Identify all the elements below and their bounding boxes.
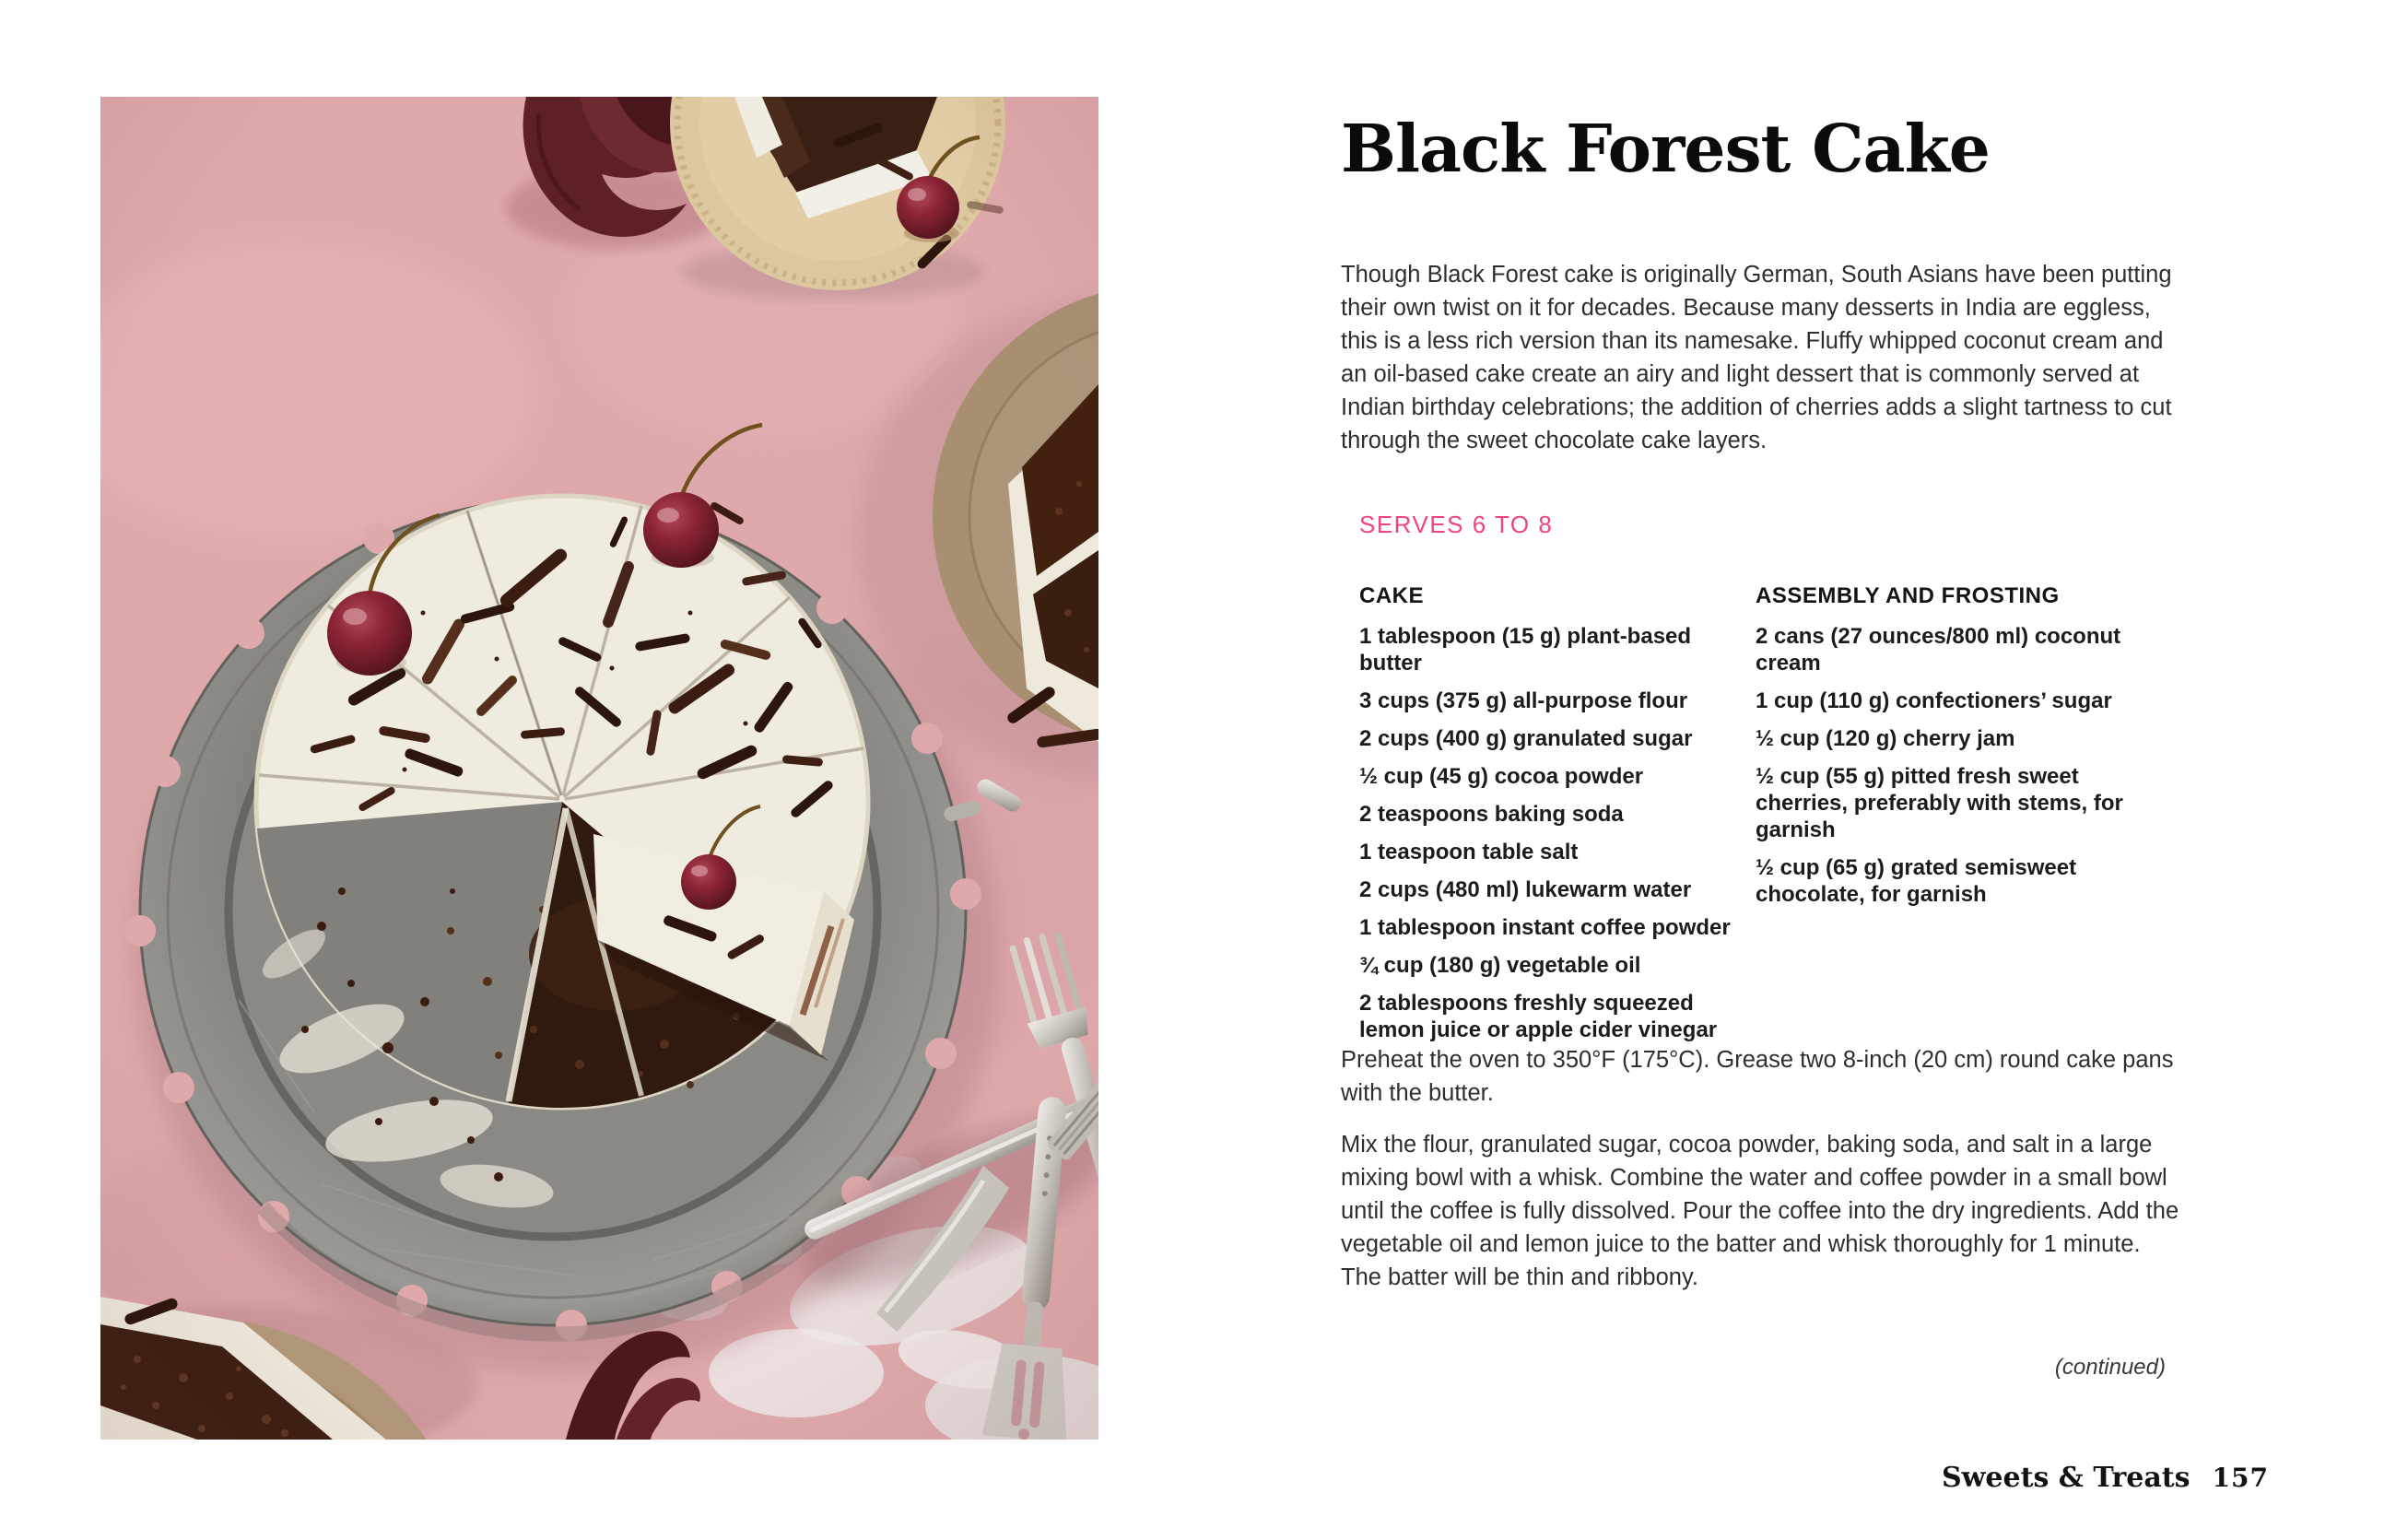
ingredient-item: 2 tablespoons freshly squeezed lemon juice or apple cider vinegar [1359,991,1718,1042]
ingredient-item: ¾ cup (180 g) vegetable oil [1359,953,1641,978]
ingredient-item: 1 cup (110 g) confectioners’ sugar [1756,688,2112,713]
recipe-title: Black Forest Cake [1341,110,1990,187]
recipe-photo [100,97,1098,1440]
continued-note: (continued) [2054,1355,2166,1380]
chapter-name: Sweets & Treats [1941,1462,2190,1494]
ingredient-item: 2 cans (27 ounces/800 ml) coconut cream [1756,624,2121,676]
ingredient-item: 1 tablespoon (15 g) plant-based butter [1359,624,1692,676]
ingredients-cake-header: CAKE [1359,583,1425,608]
ingredients-assembly-header: ASSEMBLY AND FROSTING [1756,583,2060,608]
ingredients-section [1359,582,2170,1054]
ingredient-item: 2 teaspoons baking soda [1359,802,1624,827]
page-footer [1942,1462,2269,1494]
step-paragraph: Preheat the oven to 350°F (175°C). Grease two 8-inch (20 cm) round cake pans with the butter. [1341,1047,2174,1106]
page-number: 157 [2212,1463,2269,1493]
ingredients-assembly-list [1756,623,2146,908]
ingredient-item: 2 cups (480 ml) lukewarm water [1359,877,1692,902]
ingredient-item: 1 tablespoon instant coffee powder [1359,915,1731,940]
step-paragraph: Mix the flour, granulated sugar, cocoa powder, baking soda, and salt in a large mixing bowl with a whisk. Combine the water and coffee powder in a small bowl until the coffee is fully dissolved. Pour the coffee into the dry ingredients. Add the vegetable oil and lemon juice to the batter and whisk thoroughly for 1 minute. The batter will be thin and ribbony. [1341,1132,2179,1290]
ingredients-assembly-column [1756,582,2146,1054]
ingredient-item: ½ cup (65 g) grated semisweet chocolate, for garnish [1756,855,2077,907]
ingredient-item: ½ cup (45 g) cocoa powder [1359,764,1644,789]
photo-vignette [100,97,1098,1440]
ingredient-item: ½ cup (120 g) cherry jam [1756,726,2015,751]
ingredients-cake-column [1359,582,1756,1054]
ingredient-item: 2 cups (400 g) granulated sugar [1359,726,1693,751]
ingredient-item: 1 teaspoon table salt [1359,840,1579,864]
method-steps [1341,1043,2179,1312]
photo-illustration [100,97,1098,1440]
ingredients-cake-list [1359,623,1756,1043]
recipe-intro: Though Black Forest cake is originally German, South Asians have been putting their own twist on it for decades. Because many desserts in India are eggless, this is a less rich version than its namesake. Fluffy whipped coconut cream and an oil-based cake create an airy and light dessert that is commonly served at Indian birthday celebrations; the addition of cherries adds a slight tartness to cut through the sweet chocolate cake layers. [1341,262,2172,453]
recipe-column [1341,0,2179,1540]
ingredient-item: 3 cups (375 g) all-purpose flour [1359,688,1688,713]
serves-note: SERVES 6 TO 8 [1359,511,1554,538]
ingredient-item: ½ cup (55 g) pitted fresh sweet cherries, preferably with stems, for garnish [1756,764,2123,842]
